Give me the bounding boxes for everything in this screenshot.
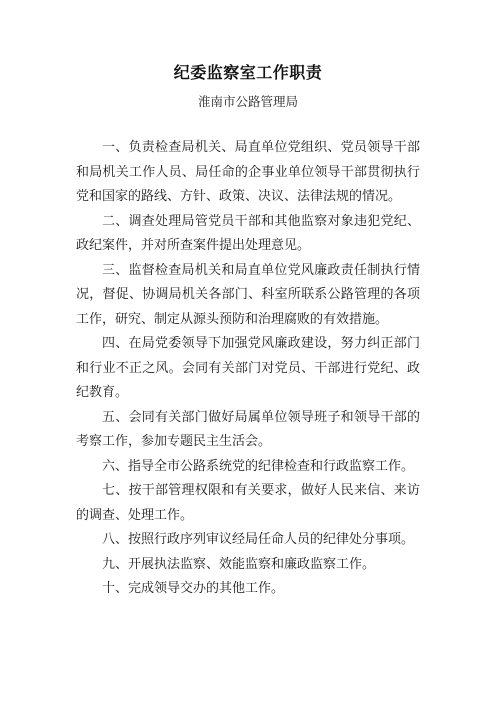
duty-paragraph-6: 六、指导全市公路系统党的纪律检查和行政监察工作。 bbox=[102, 458, 415, 474]
duty-paragraph-5: 五、会同有关部门做好局属单位领导班子和领导干部的考察工作，参加专题民主生活会。 bbox=[76, 409, 420, 449]
duty-paragraph-10: 十、完成领导交办的其他工作。 bbox=[102, 581, 285, 596]
document-body bbox=[76, 136, 420, 602]
document-subtitle: 淮南市公路管理局 bbox=[197, 94, 298, 109]
duty-paragraph-8: 八、按照行政序列审议经局任命人员的纪律处分事项。 bbox=[102, 532, 415, 547]
duty-paragraph-2: 二、调查处理局管党员干部和其他监察对象违犯党纪、政纪案件，并对所查案件提出处理意见。 bbox=[76, 213, 420, 253]
duty-paragraph-9: 九、开展执法监察、效能监察和廉政监察工作。 bbox=[102, 556, 376, 572]
duty-paragraph-4: 四、在局党委领导下加强党风廉政建设，努力纠正部门和行业不正之风。会同有关部门对党员、干部进行党纪、政纪教育。 bbox=[76, 336, 420, 400]
duty-paragraph-3: 三、监督检查局机关和局直单位党风廉政责任制执行情况，督促、协调局机关各部门、科室所联系公路管理的各项工作，研究、制定从源头预防和治理腐败的有效措施。 bbox=[76, 262, 420, 327]
duty-paragraph-7: 七、按干部管理权限和有关要求，做好人民来信、来访的调查、处理工作。 bbox=[76, 483, 420, 523]
duty-paragraph-1: 一、负责检查局机关、局直单位党组织、党员领导干部和局机关工作人员、局任命的企事业单位领导干部贯彻执行党和国家的路线、方针、政策、决议、法律法规的情况。 bbox=[76, 140, 420, 204]
document-title: 纪委监察室工作职责 bbox=[173, 63, 323, 82]
